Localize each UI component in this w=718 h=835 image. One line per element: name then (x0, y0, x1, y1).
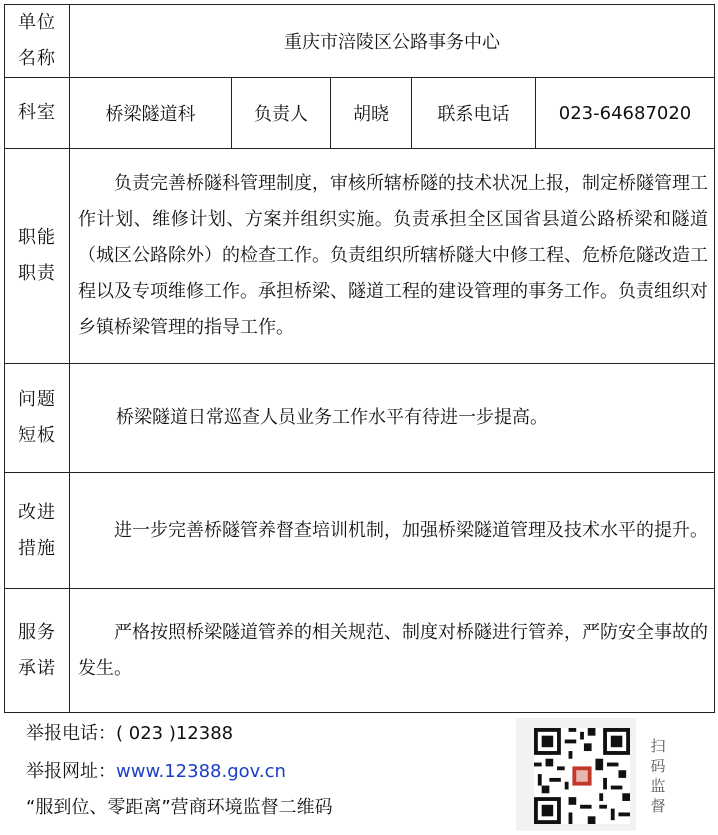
unit-label-line2: 名称 (18, 48, 56, 69)
promise-text: 严格按照桥梁隧道管养的相关规范、制度对桥隧进行管养，严防安全事故的发生。 (78, 621, 709, 679)
improve-label-line1: 改进 (18, 501, 56, 523)
head-value: 胡晓 (331, 78, 412, 149)
report-phone: 举报电话：( 023 )12388 (26, 723, 234, 744)
duties-label-line1: 职能 (18, 227, 56, 248)
dept-label: 科室 (5, 78, 70, 149)
duties-label (5, 149, 70, 364)
promise-cell (70, 589, 715, 713)
problem-cell (70, 364, 715, 473)
unit-value: 重庆市涪陵区公路事务中心 (70, 5, 715, 78)
row-dept (5, 78, 715, 149)
promise-label (5, 589, 70, 713)
report-site (26, 757, 286, 783)
improve-label-line2: 措施 (18, 537, 56, 559)
improve-label (5, 473, 70, 589)
duties-cell (70, 149, 715, 364)
qr-side-label: 扫码监督 (650, 737, 666, 815)
problem-text: 桥梁隧道日常巡查人员业务工作水平有待进一步提高。 (116, 407, 548, 428)
row-promise (5, 589, 715, 713)
qr-caption: “服到位、零距离”营商环境监督二维码 (26, 797, 333, 818)
promise-label-line2: 承诺 (18, 657, 56, 679)
info-table (4, 4, 715, 713)
row-problem (5, 364, 715, 473)
row-duties (5, 149, 715, 364)
unit-label (5, 5, 70, 78)
dept-value: 桥梁隧道科 (70, 78, 232, 149)
unit-label-line1: 单位 (18, 12, 56, 33)
duties-text: 负责完善桥隧科管理制度，审核所辖桥隧的技术状况上报，制定桥隧管理工作计划、维修计划、方案并组织实施。负责承担全区国省县道公路桥梁和隧道（城区公路除外）的检查工作。负责组织所辖桥隧大中修工程、危桥危隧改造工程以及专项维修工作。承担桥梁、隧道工程的建设管理的事务工作。负责组织对乡镇桥梁管理的指导工作。 (78, 173, 709, 338)
problem-label-line2: 短板 (18, 425, 56, 446)
improve-cell (70, 473, 715, 589)
phone-label: 联系电话 (412, 78, 536, 149)
problem-label-line1: 问题 (18, 389, 56, 410)
phone-value: 023-64687020 (536, 78, 715, 149)
qr-code-icon[interactable] (534, 728, 630, 824)
problem-label (5, 364, 70, 473)
duties-label-line2: 职责 (18, 263, 56, 284)
report-site-label: 举报网址： (26, 761, 116, 782)
row-improve (5, 473, 715, 589)
row-unit (5, 5, 715, 78)
report-site-link[interactable]: www.12388.gov.cn (116, 761, 286, 782)
improve-text: 进一步完善桥隧管养督查培训机制，加强桥梁隧道管理及技术水平的提升。 (114, 519, 708, 541)
promise-label-line1: 服务 (18, 621, 56, 643)
head-label: 负责人 (232, 78, 331, 149)
qr-block (516, 718, 676, 831)
